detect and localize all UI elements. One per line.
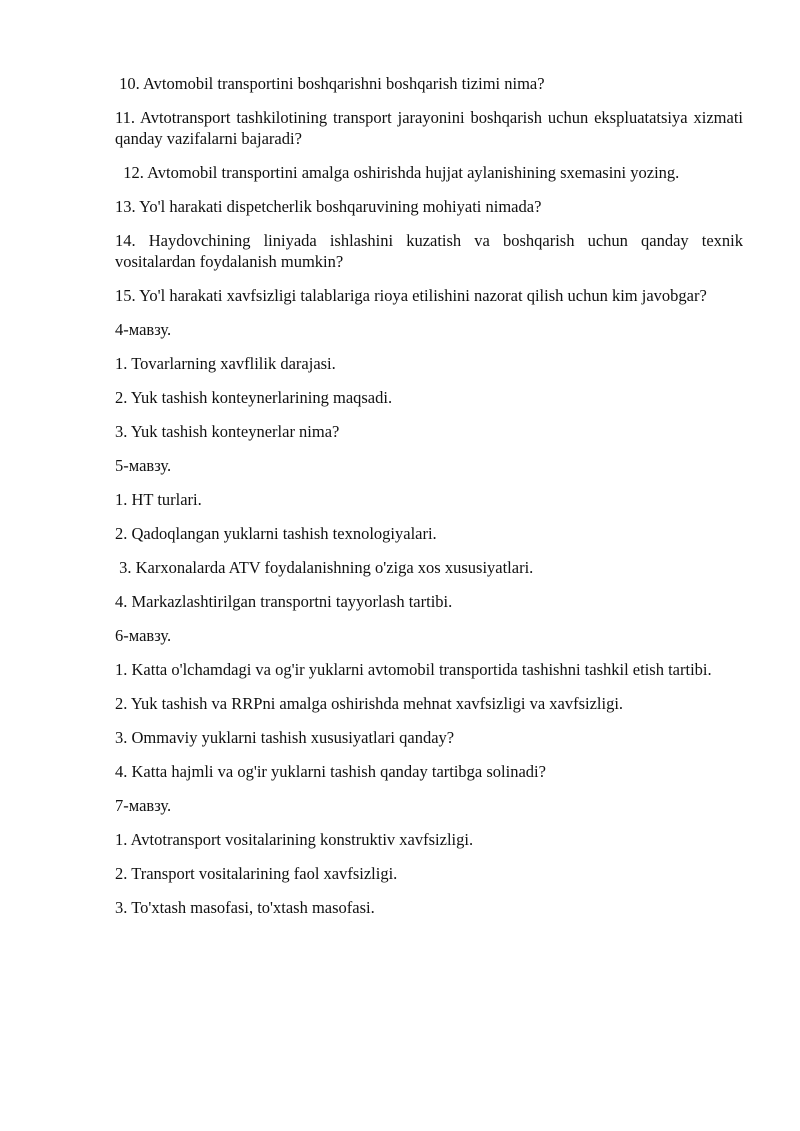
topic-4-item-1: 1. Tovarlarning xavflilik darajasi. [115,354,336,373]
topic-5-item-2: 2. Qadoqlangan yuklarni tashish texnologiyalari. [115,524,437,543]
topic-5-item-3: 3. Karxonalarda ATV foydalanishning o'ziga xos xususiyatlari. [115,558,534,577]
topic-5-item-1: 1. HT turlari. [115,490,202,509]
topic-4-item-2: 2. Yuk tashish konteynerlarining maqsadi. [115,388,393,407]
document-page [115,73,748,931]
topic-7-item-3: 3. To'xtash masofasi, to'xtash masofasi. [115,898,375,917]
topic-7-item-1: 1. Avtotransport vositalarining konstruktiv xavfsizligi. [115,830,474,849]
topic-4-heading: 4-мавзу. [115,320,172,339]
question-10: 10. Avtomobil transportini boshqarishni boshqarish tizimi nima? [115,74,545,93]
question-15: 15. Yo'l harakati xavfsizligi talablariga rioya etilishini nazorat qilish uchun kim javobgar? [115,286,707,305]
question-11: 11. Avtotransport tashkilotining transport jarayonini boshqarish uchun ekspluatatsiya xizmati qanday vazifalarni bajaradi? [115,108,748,148]
topic-6-heading: 6-мавзу. [115,626,172,645]
topic-6-item-3: 3. Ommaviy yuklarni tashish xususiyatlari qanday? [115,728,455,747]
question-14: 14. Haydovchining liniyada ishlashini kuzatish va boshqarish uchun qanday texnik vositalardan foydalanish mumkin? [115,231,748,271]
question-13: 13. Yo'l harakati dispetcherlik boshqaruvining mohiyati nimada? [115,197,542,216]
topic-5-item-4: 4. Markazlashtirilgan transportni tayyorlash tartibi. [115,592,453,611]
topic-7-item-2: 2. Transport vositalarining faol xavfsizligi. [115,864,398,883]
topic-6-item-2: 2. Yuk tashish va RRPni amalga oshirishda mehnat xavfsizligi va xavfsizligi. [115,694,624,713]
topic-5-heading: 5-мавзу. [115,456,172,475]
topic-6-item-1: 1. Katta o'lchamdagi va og'ir yuklarni avtomobil transportida tashishni tashkil etish tartibi. [115,660,712,679]
topic-6-item-4: 4. Katta hajmli va og'ir yuklarni tashish qanday tartibga solinadi? [115,762,546,781]
topic-7-heading: 7-мавзу. [115,796,172,815]
question-12: 12. Avtomobil transportini amalga oshirishda hujjat aylanishining sxemasini yozing. [115,163,680,182]
topic-4-item-3: 3. Yuk tashish konteynerlar nima? [115,422,340,441]
